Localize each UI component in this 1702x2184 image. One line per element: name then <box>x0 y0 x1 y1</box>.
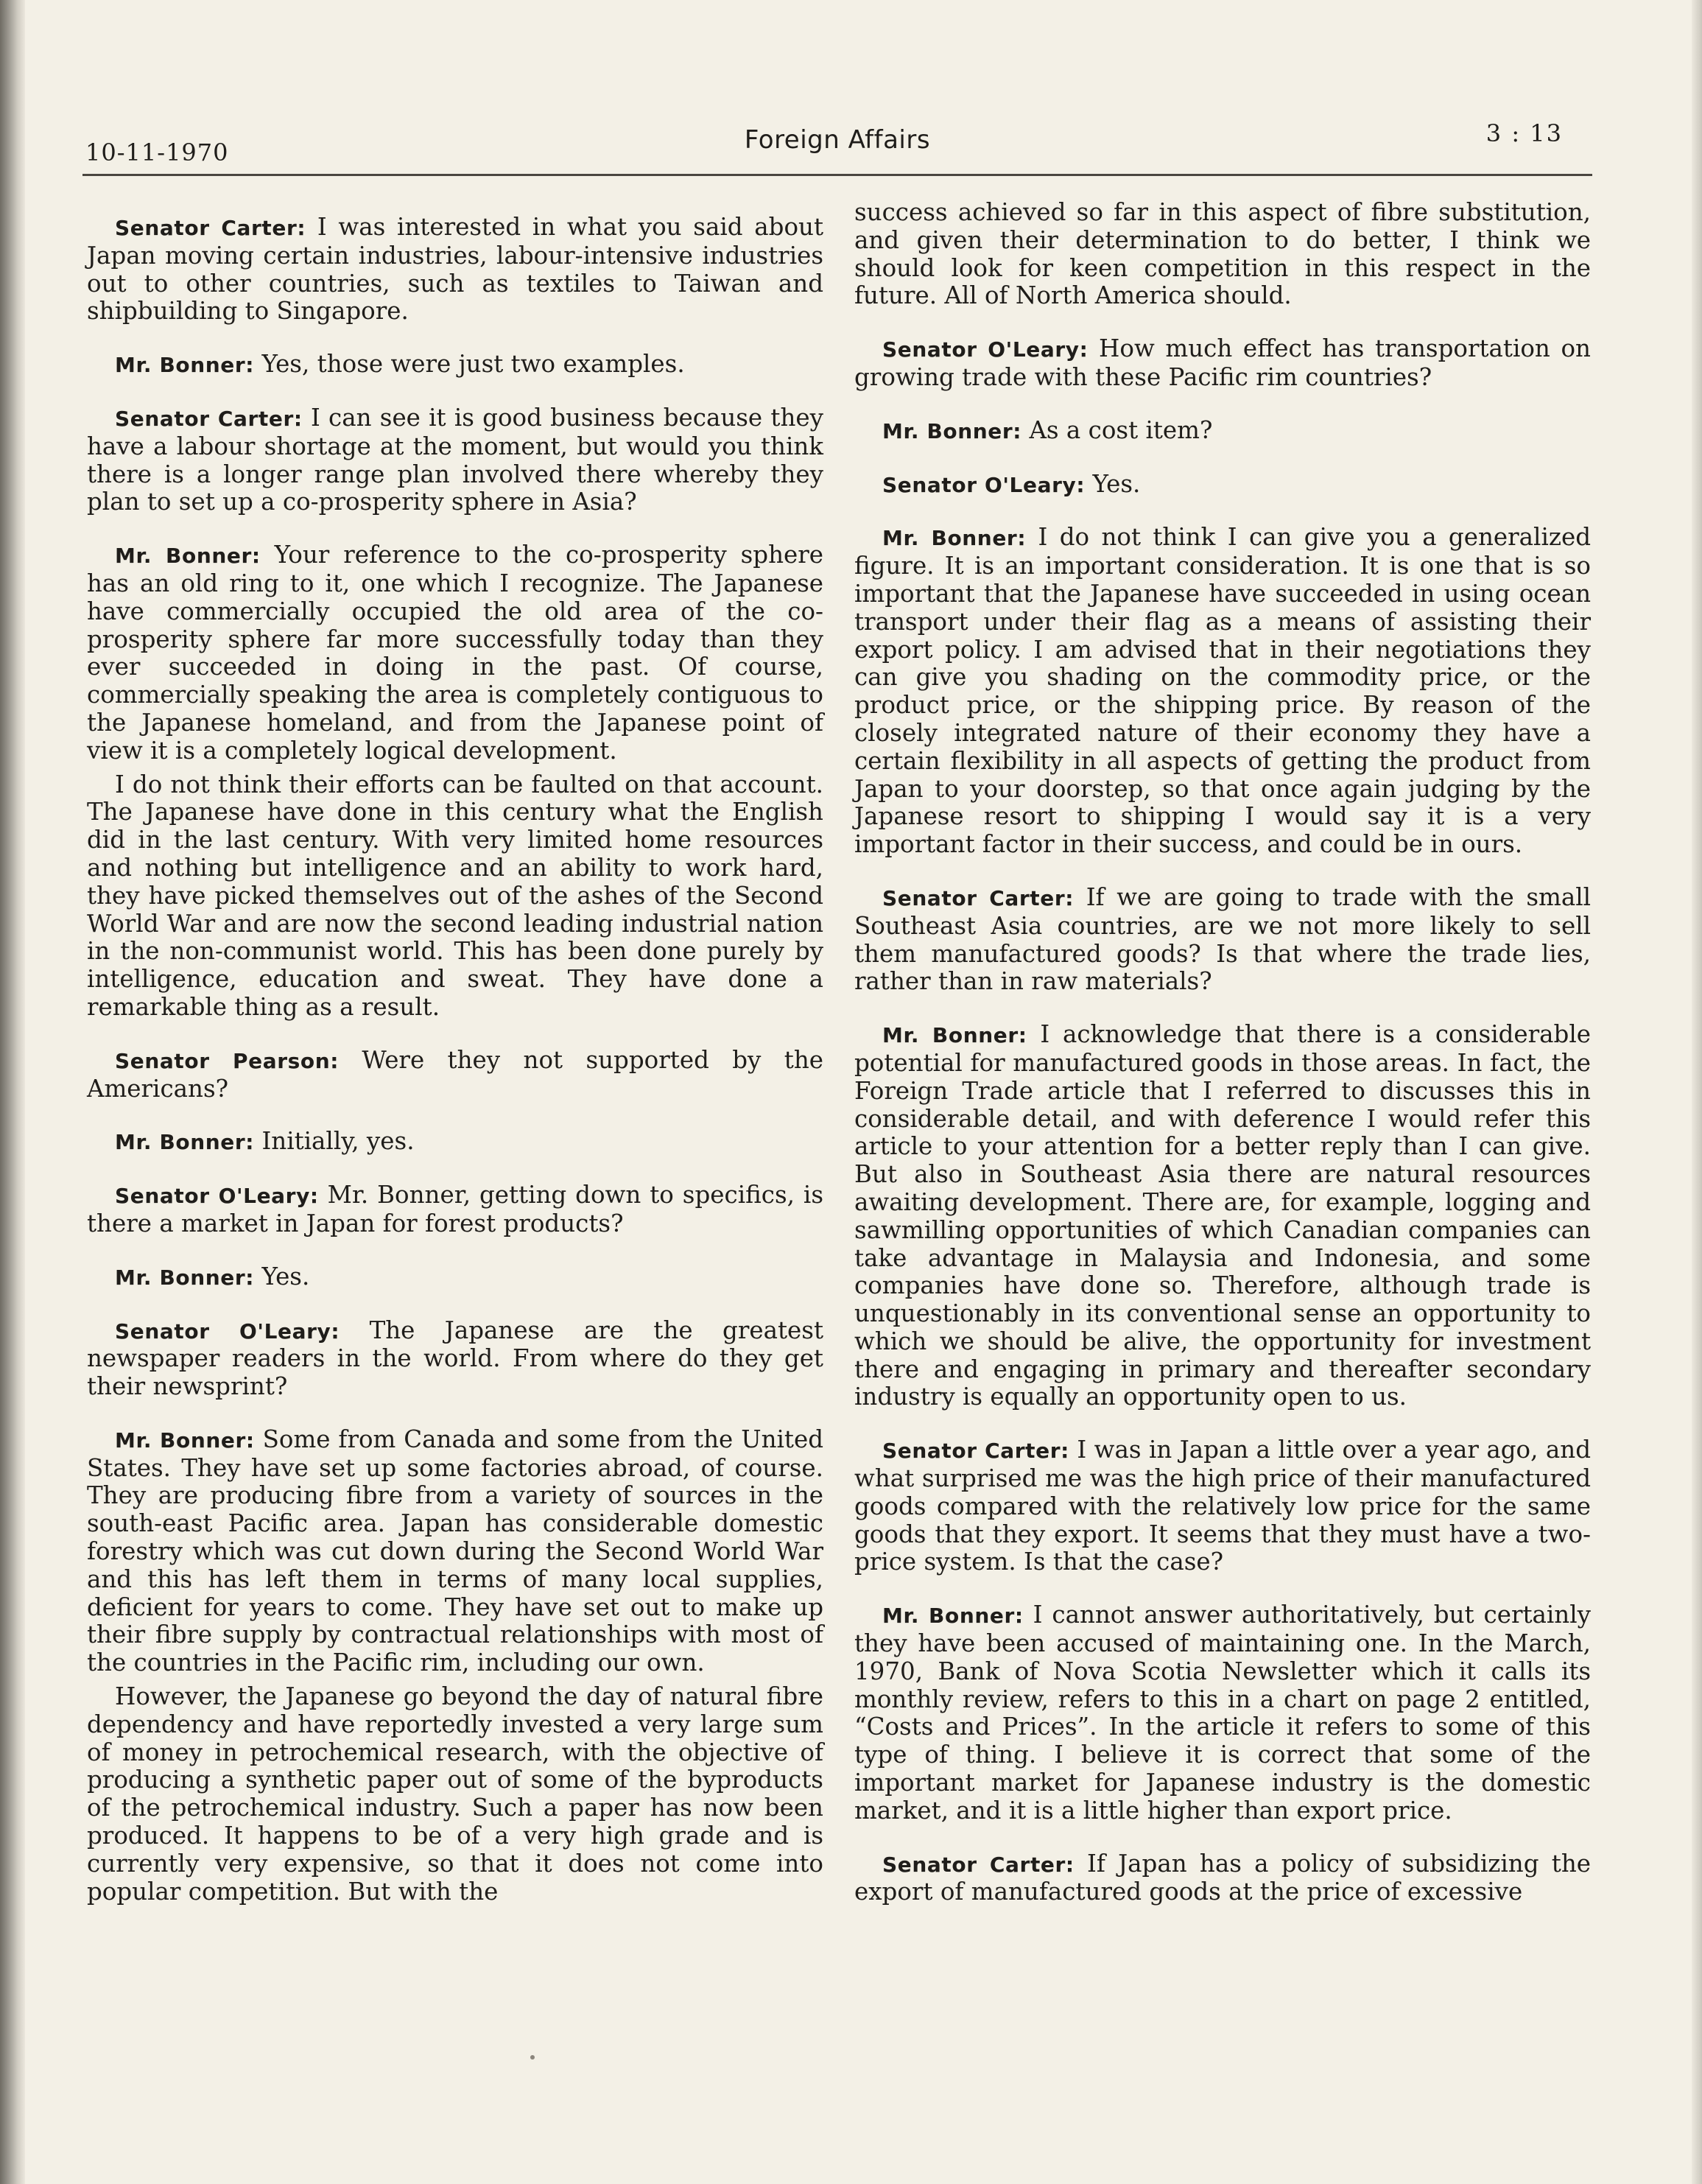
transcript-paragraph <box>87 1317 823 1401</box>
paragraph-text: success achieved so far in this aspect of fibre substitution, and given their determination to do better, I think we should look for keen competition in this respect in the future. All of North America should. <box>854 198 1591 310</box>
transcript-paragraph <box>854 1601 1591 1825</box>
paragraph-text: Your reference to the co-prosperity sphere has an old ring to it, one which I recognize. The Japanese have commercially occupied the old area of the co-prosperity sphere far more successfully today than they ever succeeded in doing in the past. Of course, commercially speaking the area is completely contiguous to the Japanese homeland, and from the Japanese point of view it is a completely logical development. <box>87 541 824 765</box>
speaker-name: Senator Carter: <box>882 1439 1069 1464</box>
left-column <box>87 214 823 1931</box>
paragraph-text: I acknowledge that there is a considerable potential for manufactured goods in those areas. In fact, the Foreign Trade article that I referred to discusses this in considerable detail, and with deference I would refer this article to your attention for a better reply than I can give. But also in Southeast Asia there are natural resources awaiting development. There are, for example, logging and sawmilling opportunities of which Canadian companies can take advantage in Malaysia and Indonesia, and some companies have done so. Therefore, although trade is unquestionably in its conventional sense an opportunity to which we should be alive, the opportunity for investment there and engaging in primary and thereafter secondary industry is equally an opportunity open to us. <box>854 1020 1591 1411</box>
speaker-name: Senator O'Leary: <box>882 337 1089 362</box>
speaker-name: Senator Pearson: <box>115 1048 340 1073</box>
transcript-paragraph <box>854 1436 1591 1576</box>
page-header <box>82 115 1592 176</box>
page-binding-edge <box>0 0 25 2184</box>
paragraph-text: The Japanese are the greatest newspaper readers in the world. From where do they get their newsprint? <box>87 1316 823 1401</box>
speaker-name: Senator O'Leary: <box>115 1184 319 1209</box>
paragraph-text: I can see it is good business because they have a labour shortage at the moment, but would you think there is a longer range plan involved there whereby they plan to set up a co-prosperity sphere in Asia? <box>87 403 823 516</box>
header-title: Foreign Affairs <box>744 125 931 155</box>
speaker-name: Mr. Bonner: <box>115 1265 255 1290</box>
speaker-name: Mr. Bonner: <box>882 1023 1027 1048</box>
paragraph-text: Mr. Bonner, getting down to specifics, is there a market in Japan for forest products? <box>87 1181 824 1237</box>
speaker-name: Senator Carter: <box>115 216 306 240</box>
paragraph-text: How much effect has transportation on growing trade with these Pacific rim countries? <box>854 334 1591 391</box>
paragraph-text: Yes, those were just two examples. <box>254 350 685 379</box>
transcript-paragraph <box>87 1128 823 1156</box>
transcript-paragraph <box>854 1850 1591 1907</box>
speaker-name: Senator O'Leary: <box>115 1319 340 1344</box>
transcript-paragraph <box>87 1047 823 1103</box>
paragraph-text: Were they not supported by the Americans? <box>87 1045 823 1103</box>
transcript-paragraph <box>854 471 1591 499</box>
speaker-name: Senator O'Leary: <box>882 472 1086 497</box>
paragraph-text: I cannot answer authoritatively, but certainly they have been accused of maintaining one. In the March, 1970, Bank of Nova Scotia Newsletter which it calls its monthly review, refers to this in a chart on page 2 entitled, “Costs and Prices”. In the article it refers to some of this type of thing. I believe it is correct that some of the important market for Japanese industry is the domestic market, and it is a little higher than export price. <box>854 1601 1591 1825</box>
paragraph-text: Some from Canada and some from the United States. They have set up some factories abroad, of course. They are producing fibre from a variety of sources in the south-east Pacific area. Japan has considerable domestic forestry which was cut down during the Second World War and this has left them in terms of many local supplies, deficient for years to come. They have set out to make up their fibre supply by contractual relationships with most of the countries in the Pacific rim, including our own. <box>87 1425 824 1677</box>
transcript-paragraph <box>87 1181 823 1238</box>
speaker-name: Mr. Bonner: <box>882 526 1027 551</box>
speaker-name: Mr. Bonner: <box>115 353 255 378</box>
transcript-paragraph <box>87 404 823 516</box>
speaker-name: Senator Carter: <box>882 1852 1075 1877</box>
transcript-paragraph <box>87 771 823 1022</box>
transcript-paragraph <box>87 351 823 379</box>
transcript-paragraph <box>87 541 823 765</box>
paragraph-text: I was in Japan a little over a year ago, and what surprised me was the high price of their manufactured goods compared with the relatively low price for the same goods that they export. It seems that they must have a two-price system. Is that the case? <box>854 1436 1591 1576</box>
transcript-paragraph <box>87 1263 823 1292</box>
transcript-paragraph <box>87 214 823 326</box>
speaker-name: Mr. Bonner: <box>115 1428 255 1453</box>
paragraph-text: If we are going to trade with the small Southeast Asia countries, are we not more likely to sell them manufactured goods? Is that where the trade lies, rather than in raw materials? <box>854 882 1591 996</box>
paragraph-text: I do not think their efforts can be faulted on that account. The Japanese have done in this century what the English did in the last century. With very limited home resources and nothing but intelligence and an ability to work hard, they have picked themselves out of the ashes of the Second World War and are now the second leading industrial nation in the non-communist world. This has been done purely by intelligence, education and sweat. They have done a remarkable thing as a result. <box>87 770 823 1021</box>
page-speck <box>530 2055 535 2060</box>
paragraph-text: Yes. <box>1085 469 1141 498</box>
paragraph-text: Yes. <box>254 1262 310 1291</box>
speaker-name: Senator Carter: <box>882 885 1075 910</box>
header-page-number: 3 : 13 <box>1485 119 1563 147</box>
speaker-name: Mr. Bonner: <box>882 1604 1024 1629</box>
speaker-name: Senator Carter: <box>115 406 303 431</box>
paragraph-text: As a cost item? <box>1021 415 1213 444</box>
paragraph-text: However, the Japanese go beyond the day of natural fibre dependency and have reportedly invested a very large sum of money in petrochemical research, with the objective of producing a synthetic paper out of some of the byproducts of the petrochemical industry. Such a paper has now been produced. It happens to be of a very high grade and is currently very expensive, so that it does not come into popular competition. But with the <box>87 1682 823 1906</box>
transcript-paragraph <box>854 335 1591 392</box>
speaker-name: Mr. Bonner: <box>115 544 261 569</box>
paragraph-text: I do not think I can give you a generalized figure. It is an important consideration. It is one that is so important that the Japanese have succeeded in using ocean transport under their flag as a means of assisting their export policy. I am advised that in their negotiations they can give you shading on the commodity price, or the product price, or the shipping price. By reason of the closely integrated nature of their economy they have a certain flexibility in all aspects of getting the product from Japan to your doorstep, so that once again judging by the Japanese resort to shipping I would say it is a very important factor in their success, and could be in ours. <box>854 523 1591 859</box>
speaker-name: Mr. Bonner: <box>115 1130 255 1155</box>
paragraph-text: Initially, yes. <box>254 1127 415 1156</box>
speaker-name: Mr. Bonner: <box>882 418 1022 443</box>
transcript-paragraph <box>854 1021 1591 1411</box>
transcript-paragraph <box>854 524 1591 859</box>
paragraph-text: I was interested in what you said about Japan moving certain industries, labour-intensive industries out to other countries, such as textiles to Taiwan and shipbuilding to Singapore. <box>87 213 824 326</box>
transcript-paragraph <box>854 199 1591 310</box>
page-right-edge <box>1692 0 1702 2184</box>
right-column <box>854 199 1591 1931</box>
transcript-paragraph <box>87 1426 823 1677</box>
transcript-paragraph <box>854 884 1591 996</box>
header-date: 10-11-1970 <box>85 138 229 166</box>
paragraph-text: If Japan has a policy of subsidizing the export of manufactured goods at the price of excessive <box>854 1849 1592 1906</box>
transcript-paragraph <box>87 1683 823 1906</box>
transcript-paragraph <box>854 417 1591 446</box>
